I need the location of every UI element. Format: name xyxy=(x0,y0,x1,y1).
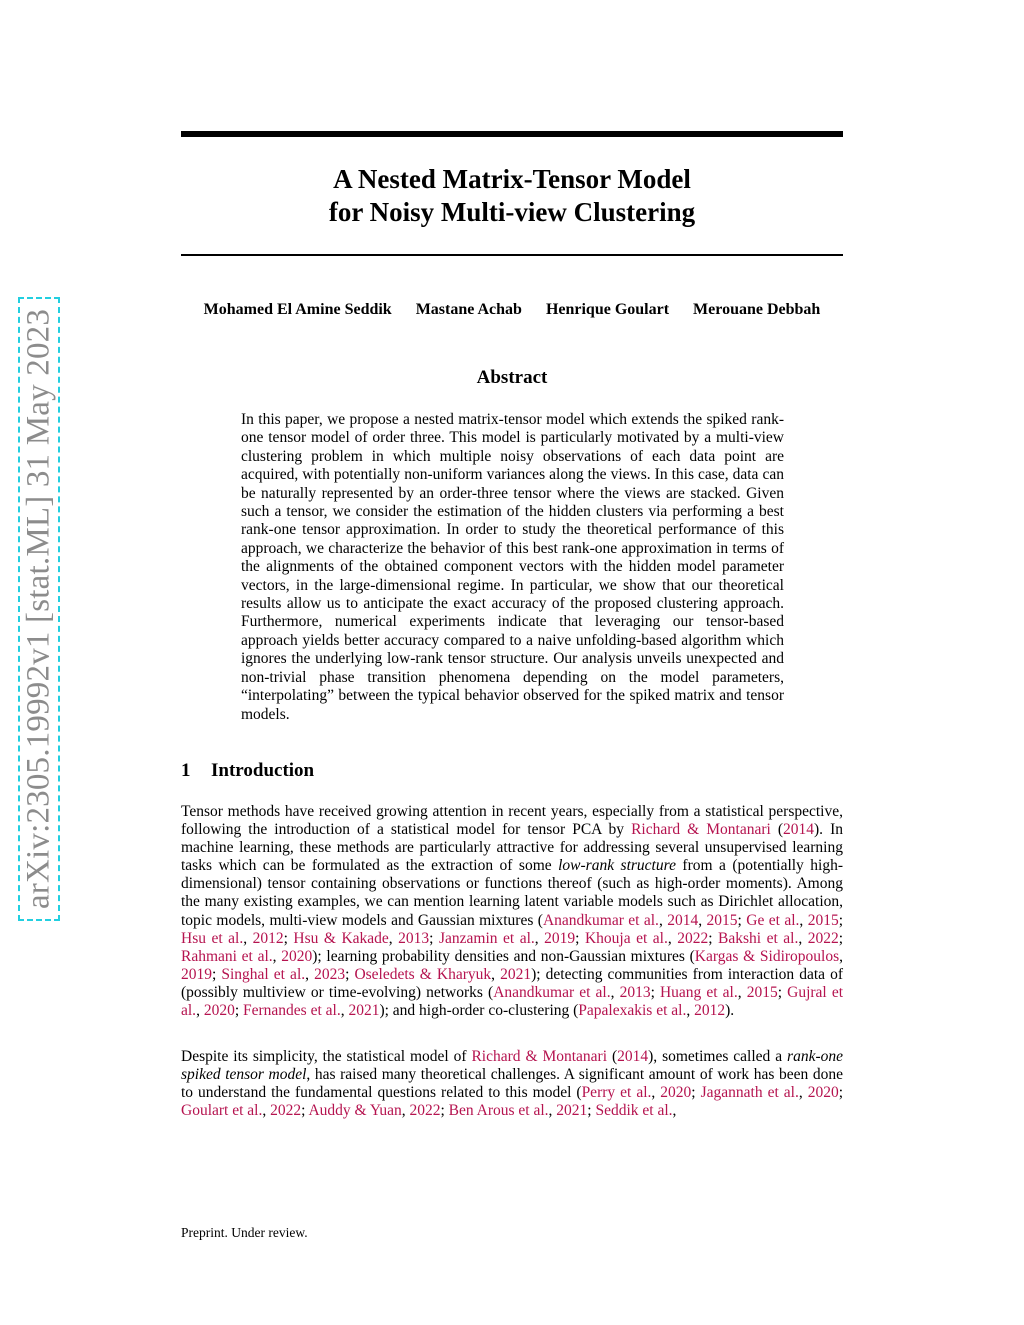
citation-link[interactable]: 2013 xyxy=(398,929,430,947)
citation-link[interactable]: Gujral et al. xyxy=(181,983,844,1020)
text-run: , xyxy=(658,911,668,929)
text-run: ). In machine learning, these methods are particularly attractive for addressing several unsupervised learning tasks which can be formulated as the extraction of some xyxy=(181,821,843,875)
text-run: , xyxy=(491,965,501,983)
text-run: , xyxy=(672,1102,677,1120)
text-run: , xyxy=(667,929,678,947)
text-run: ). xyxy=(725,1002,735,1020)
author-list xyxy=(181,300,843,320)
citation-link[interactable]: 2020 xyxy=(203,1002,235,1020)
section-title: Introduction xyxy=(211,760,315,781)
citation-link[interactable]: Ge et al. xyxy=(746,911,800,929)
text-run: ), sometimes called a xyxy=(648,1048,788,1065)
text-run: ; xyxy=(587,1102,596,1120)
citation-link[interactable]: 2012 xyxy=(694,1002,726,1020)
text-run: , xyxy=(340,1002,349,1020)
citation-link[interactable]: 2019 xyxy=(181,965,212,983)
citation-link[interactable]: 2014 xyxy=(667,911,699,929)
text-run: , xyxy=(686,1002,695,1020)
text-run: ); detecting communities from interaction data of (possibly multiview or time-evolving) networks ( xyxy=(181,965,843,1001)
citation-link[interactable]: 2020 xyxy=(807,1084,839,1102)
citation-link[interactable]: 2022 xyxy=(270,1102,302,1120)
text-run: , xyxy=(798,1084,808,1102)
citation-link[interactable]: Richard & Montanari xyxy=(471,1048,608,1065)
emphasis-text: rank-one spiked tensor model xyxy=(181,1048,843,1084)
citation-link[interactable]: Oseledets & Kharyuk xyxy=(354,965,492,983)
title-top-rule xyxy=(181,131,843,137)
text-run: ; xyxy=(234,1002,243,1020)
citation-link[interactable]: Khouja et al. xyxy=(584,929,668,947)
text-run: ; xyxy=(212,965,222,983)
citation-link[interactable]: Anandkumar et al. xyxy=(542,911,659,929)
text-run: ); learning probability densities and non-Gaussian mixtures ( xyxy=(312,947,695,965)
text-run: , xyxy=(388,929,399,947)
text-run: , xyxy=(534,929,545,947)
text-run: from a (potentially high-dimensional) tensor containing observations or functions thereof (such as high-order moments). Among the many existing examples, we can mention learning latent variable models such as Dirichlet allocation, topic models, multi-view models and Gaussian mixtures ( xyxy=(181,857,843,929)
text-run: ; xyxy=(429,929,439,947)
abstract-heading: Abstract xyxy=(476,367,548,388)
text-run: , xyxy=(305,965,315,983)
text-run: , xyxy=(651,1084,661,1102)
text-run: , xyxy=(610,983,620,1001)
citation-link[interactable]: 2022 xyxy=(409,1102,441,1120)
citation-link[interactable]: Seddik et al. xyxy=(595,1102,673,1120)
text-run: , xyxy=(839,947,843,965)
citation-link[interactable]: Anandkumar et al. xyxy=(493,983,611,1001)
citation-link[interactable]: Perry et al. xyxy=(581,1084,652,1102)
text-run: Tensor methods have received growing attention in recent years, especially from a statistical perspective, following the introduction of a statistical model for tensor PCA by xyxy=(181,803,843,839)
text-run: ; xyxy=(838,929,844,947)
text-run: , xyxy=(401,1102,410,1120)
author-name: Mohamed El Amine Seddik xyxy=(203,301,392,318)
citation-link[interactable]: 2019 xyxy=(544,929,576,947)
citation-link[interactable]: Papalexakis et al. xyxy=(578,1002,687,1020)
text-run: , xyxy=(698,911,707,929)
text-run: , xyxy=(243,929,253,947)
citation-link[interactable]: Richard & Montanari xyxy=(631,821,771,839)
intro-paragraph-1 xyxy=(181,803,843,1020)
citation-link[interactable]: Singhal et al. xyxy=(221,965,306,983)
text-run: Despite its simplicity, the statistical model of xyxy=(181,1048,472,1065)
title-line-2: for Noisy Multi-view Clustering xyxy=(328,197,696,227)
emphasis-text: low-rank structure xyxy=(558,857,676,875)
abstract-text: In this paper, we propose a nested matrix-tensor model which extends the spiked rank-one tensor model of order three. This model is particularly motivated by a multi-view clustering problem in which multiple noisy observations of each data point are acquired, with potentially non-uniform variances along the views. In this case, data can be naturally represented by an order-three tensor where the views are stacked. Given such a tensor, we consider the estimation of the hidden clusters via performing a best rank-one tensor approximation. In order to study the theoretical performance of this approach, we characterize the behavior of this best rank-one approximation in terms of the alignments of the obtained component vectors with the hidden model parameter vectors, in the large-dimensional regime. In particular, we show that our theoretical results allow us to anticipate the exact accuracy of the proposed clustering approach. Furthermore, numerical experiments indicate that leveraging our tensor-based approach yields better accuracy compared to a naive unfolding-based algorithm which ignores the underlying low-rank tensor structure. Our analysis unveils unexpected and non-trivial phase transition phenomena depending on the model parameters, “interpolating” between the typical behavior observed for the spiked matrix and tensor models. xyxy=(241,411,784,723)
text-run: ; xyxy=(708,929,719,947)
footer-note: Preprint. Under review. xyxy=(181,1225,308,1240)
arxiv-stamp[interactable] xyxy=(18,297,60,921)
citation-link[interactable]: 2014 xyxy=(783,821,815,839)
citation-link[interactable]: 2021 xyxy=(556,1102,588,1120)
text-run: , xyxy=(798,929,808,947)
text-run: ; xyxy=(777,983,788,1001)
text-run: ( xyxy=(770,821,784,839)
text-run: ; xyxy=(575,929,585,947)
text-run: , xyxy=(272,947,282,965)
citation-link[interactable]: Bakshi et al. xyxy=(718,929,799,947)
section-heading-introduction xyxy=(181,759,314,783)
citation-link[interactable]: 2015 xyxy=(706,911,738,929)
text-run: ; xyxy=(283,929,294,947)
citation-link[interactable]: Hsu et al. xyxy=(181,929,244,947)
author-name: Mastane Achab xyxy=(415,301,522,318)
citation-link[interactable]: Auddy & Yuan xyxy=(308,1102,402,1120)
text-run: , xyxy=(548,1102,557,1120)
text-run: ; xyxy=(691,1084,701,1102)
citation-link[interactable]: 2021 xyxy=(348,1002,380,1020)
intro-paragraph-2 xyxy=(181,1048,843,1120)
text-run: , xyxy=(196,1002,204,1020)
text-run: ; xyxy=(650,983,660,1001)
author-name: Henrique Goulart xyxy=(545,301,670,318)
citation-link[interactable]: Rahmani et al. xyxy=(181,947,273,965)
text-run: ); and high-order co-clustering ( xyxy=(379,1002,579,1020)
citation-link[interactable]: 2023 xyxy=(314,965,346,983)
text-run: ; xyxy=(301,1102,309,1120)
citation-link[interactable]: 2014 xyxy=(617,1048,649,1065)
citation-link[interactable]: Kargas & Sidiropoulos xyxy=(694,947,840,965)
text-run: ; xyxy=(838,1084,844,1102)
text-run: , xyxy=(737,983,747,1001)
citation-link[interactable]: Ben Arous et al. xyxy=(448,1102,549,1120)
citation-link[interactable]: 2013 xyxy=(619,983,651,1001)
arxiv-stamp-text[interactable]: arXiv:2305.19992v1 [stat.ML] 31 May 2023 xyxy=(20,308,57,910)
citation-link[interactable]: Jagannath et al. xyxy=(700,1084,799,1102)
citation-link[interactable]: 2015 xyxy=(807,911,839,929)
paper-title xyxy=(181,163,843,229)
text-run: ( xyxy=(607,1048,618,1065)
citation-link[interactable]: 2022 xyxy=(807,929,839,947)
text-run: , has raised many theoretical challenges. A significant amount of work has been done to understand the fundamental questions related to this model ( xyxy=(181,1066,843,1102)
citation-link[interactable]: Janzamin et al. xyxy=(438,929,535,947)
text-run: ; xyxy=(345,965,355,983)
citation-link[interactable]: 2021 xyxy=(500,965,532,983)
title-line-1: A Nested Matrix-Tensor Model xyxy=(333,164,691,194)
citation-link[interactable]: 2020 xyxy=(660,1084,692,1102)
title-bottom-rule xyxy=(181,254,843,256)
text-run: , xyxy=(262,1102,271,1120)
text-run: , xyxy=(799,911,808,929)
citation-link[interactable]: Hsu & Kakade xyxy=(293,929,389,947)
text-run: ; xyxy=(838,911,844,929)
citation-link[interactable]: Huang et al. xyxy=(659,983,738,1001)
citation-link[interactable]: Fernandes et al. xyxy=(243,1002,341,1020)
citation-link[interactable]: 2022 xyxy=(677,929,709,947)
citation-link[interactable]: 2012 xyxy=(252,929,284,947)
citation-link[interactable]: 2020 xyxy=(281,947,313,965)
author-name: Merouane Debbah xyxy=(693,301,821,318)
section-number: 1 xyxy=(181,760,191,781)
citation-link[interactable]: 2015 xyxy=(746,983,778,1001)
citation-link[interactable]: Goulart et al. xyxy=(181,1102,263,1120)
text-run: ; xyxy=(737,911,747,929)
text-run: ; xyxy=(440,1102,449,1120)
